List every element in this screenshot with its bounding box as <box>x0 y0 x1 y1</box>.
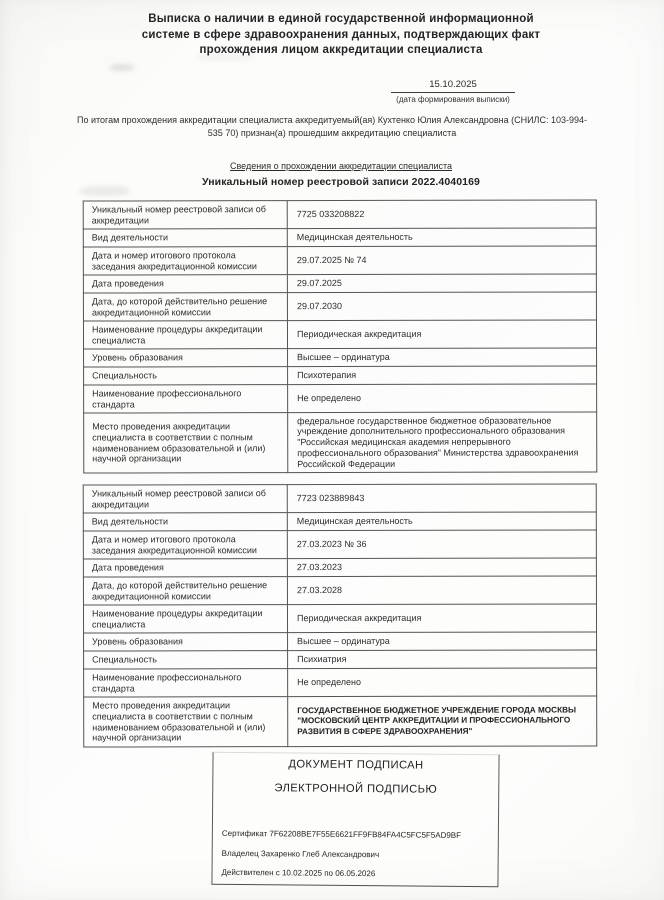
row-label: Вид деятельности <box>83 229 287 247</box>
table-row <box>83 530 596 559</box>
row-label: Дата проведения <box>83 559 287 577</box>
row-value: Медицинская деятельность <box>287 512 596 531</box>
row-value: Высшее – ординатура <box>288 348 597 367</box>
row-label: Дата и номер итогового протокола заседания аккредитационной комиссии <box>83 531 287 559</box>
stamp-signed-line: ДОКУМЕНТ ПОДПИСАН <box>288 758 424 772</box>
row-label: Уникальный номер реестровой записи об аккредитации <box>83 485 287 513</box>
section-heading: Сведения о прохождении аккредитации специалиста <box>229 161 453 171</box>
table-row <box>83 576 596 605</box>
table-row <box>83 484 596 513</box>
document-title-line-2: системе в сфере здравоохранения данных, подтверждающих факт <box>141 28 541 41</box>
row-value: Высшее – ординатура <box>288 632 597 651</box>
document-title-line-1: Выписка о наличии в единой государственной информационной <box>148 13 534 25</box>
row-label: Наименование профессионального стандарта <box>84 385 288 413</box>
issue-date: 15.10.2025 <box>391 79 515 93</box>
row-value: Медицинская деятельность <box>287 228 596 247</box>
table-row <box>84 412 597 473</box>
row-label: Специальность <box>84 367 288 385</box>
row-value: 27.03.2023 № 36 <box>287 530 596 559</box>
row-value: Не определено <box>288 384 597 413</box>
row-label: Наименование процедуры аккредитации специалиста <box>83 321 287 349</box>
table-row <box>83 604 596 633</box>
issue-date-block <box>391 79 515 104</box>
row-value: 29.07.2030 <box>287 292 596 321</box>
row-label: Дата, до которой действительно решение аккредитационной комиссии <box>83 577 287 605</box>
table-row <box>83 292 596 321</box>
accreditation-table-1 <box>83 199 598 473</box>
document-title-line-3: прохождения лицом аккредитации специалиста <box>199 44 483 57</box>
table-row <box>84 650 597 669</box>
row-value: 29.07.2025 <box>287 274 596 293</box>
row-label: Вид деятельности <box>83 513 287 531</box>
scan-smudge-artifact <box>110 64 134 71</box>
stamp-esign-line: ЭЛЕКТРОННОЙ ПОДПИСЬЮ <box>274 782 438 796</box>
row-value: Периодическая аккредитация <box>287 320 596 349</box>
row-label: Уникальный номер реестровой записи об аккредитации <box>83 201 287 229</box>
row-label: Уровень образования <box>84 349 288 367</box>
table-row <box>83 274 596 293</box>
row-value: ГОСУДАРСТВЕННОЕ БЮДЖЕТНОЕ УЧРЕЖДЕНИЕ ГОРОДА МОСКВЫ "МОСКОВСКИЙ ЦЕНТР АККРЕДИТАЦИИ И ПРОФЕССИОНАЛЬНОГО РАЗВИТИЯ В СФЕРЕ ЗДРАВООХРАНЕНИЯ" <box>288 696 597 747</box>
row-value: 7723 023889843 <box>287 484 596 513</box>
issue-date-caption: (дата формирования выписки) <box>396 95 510 104</box>
row-label: Дата проведения <box>83 275 287 293</box>
table-row <box>83 228 596 247</box>
stamp-certificate: Сертификат 7F62208BE7F55E6621FF9FB84FA4C5FC5F5AD9BF <box>221 828 462 840</box>
table-row <box>83 200 596 229</box>
table-row <box>84 632 597 651</box>
row-label: Дата и номер итогового протокола заседания аккредитационной комиссии <box>83 247 287 275</box>
table-row <box>83 246 596 275</box>
row-value: Не определено <box>288 668 597 697</box>
row-value: Периодическая аккредитация <box>287 604 596 633</box>
row-label: Наименование процедуры аккредитации специалиста <box>83 605 287 633</box>
table-row <box>83 558 596 577</box>
signature-stamp <box>211 752 499 887</box>
registry-number-heading: Уникальный номер реестровой записи 2022.4040169 <box>201 176 481 188</box>
stamp-validity: Действителен с 10.02.2025 по 06.05.2026 <box>221 867 376 879</box>
row-label: Специальность <box>84 651 288 669</box>
table-row <box>84 384 597 413</box>
row-value: Психиатрия <box>288 650 597 669</box>
row-value: 7725 033208822 <box>287 200 596 229</box>
stamp-owner: Владелец Захаренко Глеб Александрович <box>221 848 380 860</box>
row-value: федеральное государственное бюджетное образовательное учреждение дополнительного профессионального образования "Российская медицинская академия непрерывного профессионального образования" Министерства здравоохранения Российской Федерации <box>288 412 597 473</box>
table-row <box>84 366 597 385</box>
intro-paragraph: По итогам прохождения аккредитации специалиста аккредитуемый(ая) Кухтенко Юлия Александровна (СНИЛС: 103-994-535 70) признан(а) прошедшим аккредитацию специалиста <box>77 115 587 138</box>
row-label: Место проведения аккредитации специалиста в соответствии с полным наименованием образовательной и (или) научной организации <box>84 697 288 747</box>
accreditation-table-2 <box>83 483 598 747</box>
table-row <box>84 348 597 367</box>
document-title <box>20 12 662 59</box>
table-row <box>83 320 596 349</box>
table-row <box>83 512 596 531</box>
row-label: Наименование профессионального стандарта <box>84 669 288 697</box>
table-row <box>84 696 597 747</box>
row-value: 27.03.2028 <box>287 576 596 605</box>
row-value: Психотерапия <box>288 366 597 385</box>
table-row <box>84 668 597 697</box>
row-label: Место проведения аккредитации специалиста в соответствии с полным наименованием образовательной и (или) научной организации <box>84 413 288 473</box>
row-value: 29.07.2025 № 74 <box>287 246 596 275</box>
row-label: Уровень образования <box>84 633 288 651</box>
row-value: 27.03.2023 <box>287 558 596 577</box>
row-label: Дата, до которой действительно решение аккредитационной комиссии <box>83 293 287 321</box>
